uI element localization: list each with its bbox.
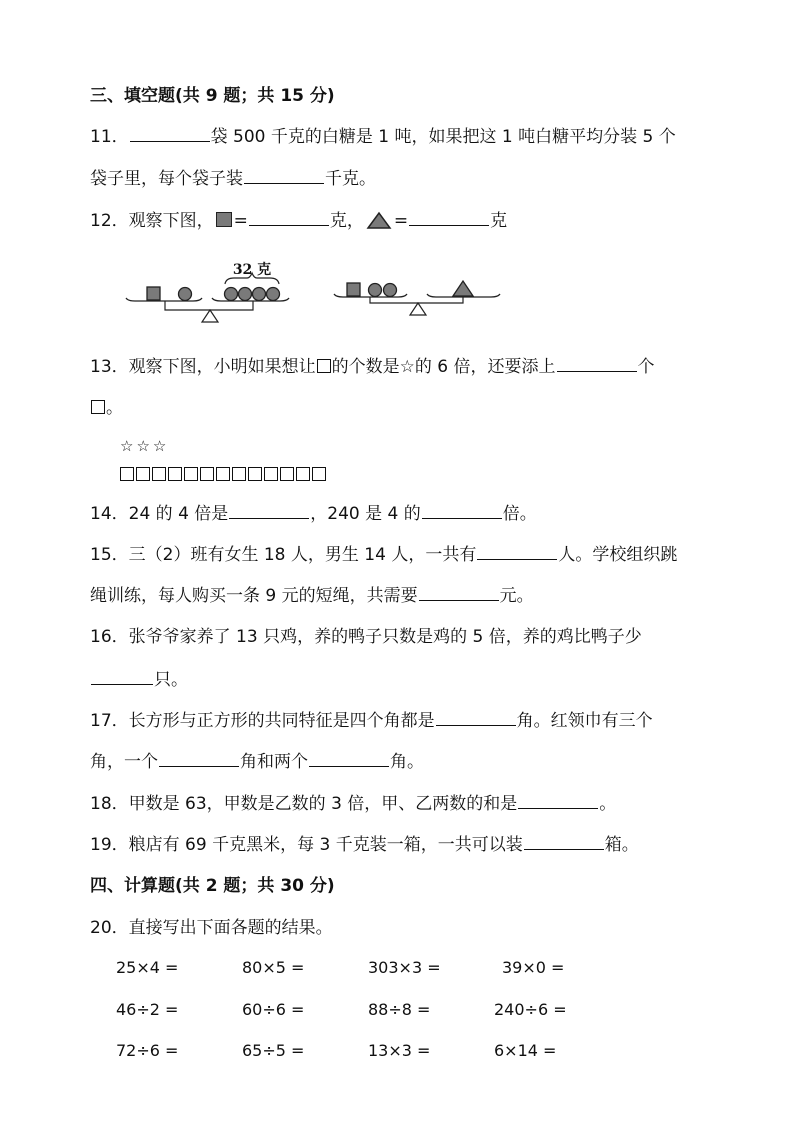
square-outline-icon xyxy=(312,467,326,481)
q17-text-2: 角。红领巾有三个 xyxy=(516,711,653,731)
q14-text-2: ，240 是 4 的 xyxy=(310,504,421,524)
ball-weight-icon xyxy=(179,288,192,301)
q18-text-2: 。 xyxy=(599,794,617,814)
q11-text-1: 袋 500 千克的白糖是 1 吨，如果把这 1 吨白糖平均分装 5 个 xyxy=(210,127,676,147)
q16-text-2: 只。 xyxy=(154,670,188,690)
ball-weight-icon xyxy=(384,284,397,297)
q13-text-4: 。 xyxy=(106,398,123,418)
calc-item: 88÷8 = xyxy=(368,1000,431,1019)
ball-weight-icon xyxy=(239,288,252,301)
square-outline-icon xyxy=(200,467,214,481)
q11-number: 11． xyxy=(90,127,129,147)
q16-text-1: 16．张爷爷家养了 13 只鸡，养的鸭子只数是鸡的 5 倍，养的鸡比鸭子少 xyxy=(90,627,642,647)
q12-text-3: 克 xyxy=(490,211,508,231)
q13-text-1: 13．观察下图，小明如果想让 xyxy=(90,357,316,377)
q15-text-3: 绳训练，每人购买一条 9 元的短绳，共需要 xyxy=(90,586,418,606)
q14-text-1: 14．24 的 4 倍是 xyxy=(90,504,229,524)
square-outline-icon xyxy=(91,400,105,414)
question-16-line-2 xyxy=(90,668,710,691)
q14-blank-1[interactable] xyxy=(229,502,309,519)
square-outline-icon xyxy=(317,359,331,373)
calc-item: 39×0 = xyxy=(502,958,565,977)
question-15-line-2 xyxy=(90,584,710,607)
calc-item: 13×3 = xyxy=(368,1041,431,1060)
calc-item: 72÷6 = xyxy=(116,1041,179,1060)
q15-text-4: 元。 xyxy=(499,586,534,606)
calc-item: 240÷6 = xyxy=(494,1000,567,1019)
q14-text-3: 倍。 xyxy=(502,504,537,524)
question-16-line-1 xyxy=(90,626,710,648)
q17-text-3: 角，一个 xyxy=(90,752,158,772)
q13-stars: ☆☆☆ xyxy=(120,437,170,455)
square-outline-icon xyxy=(280,467,294,481)
q12-text-2: 克， xyxy=(329,211,364,231)
q12-equals-1: = xyxy=(233,211,248,231)
q13-text-2: 的个数是☆的 6 倍，还要添上 xyxy=(331,357,556,377)
ball-weight-icon xyxy=(267,288,280,301)
q18-blank[interactable] xyxy=(518,792,598,809)
question-18-line xyxy=(90,792,710,815)
square-outline-icon xyxy=(232,467,246,481)
question-15-line-1 xyxy=(90,543,710,566)
q13-blank[interactable] xyxy=(557,355,637,372)
q17-text-1: 17．长方形与正方形的共同特征是四个角都是 xyxy=(90,711,435,731)
calc-item: 303×3 = xyxy=(368,958,441,977)
square-outline-icon xyxy=(264,467,278,481)
question-17-line-1 xyxy=(90,709,710,732)
q16-blank[interactable] xyxy=(91,668,153,685)
calc-item: 25×4 = xyxy=(116,958,179,977)
q12-figure-label: 32 克 xyxy=(232,262,272,278)
calc-item: 46÷2 = xyxy=(116,1000,179,1019)
question-20-title: 20．直接写出下面各题的结果。 xyxy=(90,918,333,938)
q11-text-2: 袋子里，每个袋子装 xyxy=(90,169,243,189)
q15-blank-1[interactable] xyxy=(477,543,557,560)
q19-blank[interactable] xyxy=(524,833,604,850)
square-outline-icon xyxy=(184,467,198,481)
square-outline-icon xyxy=(136,467,150,481)
triangle-weight-icon xyxy=(453,281,473,296)
q17-blank-1[interactable] xyxy=(436,709,516,726)
q17-blank-2[interactable] xyxy=(159,750,239,767)
q17-text-5: 角。 xyxy=(390,752,424,772)
question-17-line-2 xyxy=(90,750,710,773)
square-outline-icon xyxy=(296,467,310,481)
q12-text-1: 12．观察下图， xyxy=(90,211,214,231)
q15-blank-2[interactable] xyxy=(419,584,499,601)
q17-text-4: 角和两个 xyxy=(240,752,308,772)
square-outline-icon xyxy=(216,467,230,481)
calc-item: 60÷6 = xyxy=(242,1000,305,1019)
q18-text-1: 18．甲数是 63，甲数是乙数的 3 倍，甲、乙两数的和是 xyxy=(90,794,518,814)
q19-text-2: 箱。 xyxy=(604,835,639,855)
q11-text-3: 千克。 xyxy=(325,169,376,189)
calc-item: 65÷5 = xyxy=(242,1041,305,1060)
square-weight-icon xyxy=(347,283,360,296)
balance-scale-1 xyxy=(126,261,289,322)
q13-boxes-row xyxy=(120,466,328,485)
q15-text-2: 人。学校组织跳 xyxy=(558,545,678,565)
question-19-line xyxy=(90,833,710,856)
calc-item: 80×5 = xyxy=(242,958,305,977)
square-outline-icon xyxy=(168,467,182,481)
q15-text-1: 15．三（2）班有女生 18 人，男生 14 人，一共有 xyxy=(90,545,477,565)
question-13-line-1 xyxy=(90,355,710,378)
question-13-line-2 xyxy=(90,397,710,419)
q17-blank-3[interactable] xyxy=(309,750,389,767)
balance-scale-2 xyxy=(334,281,500,315)
calc-item: 6×14 = xyxy=(494,1041,557,1060)
q13-text-3: 个 xyxy=(637,357,655,377)
square-outline-icon xyxy=(120,467,134,481)
q12-equals-2: = xyxy=(393,211,409,231)
q19-text-1: 19．粮店有 69 千克黑米，每 3 千克装一箱，一共可以装 xyxy=(90,835,523,855)
ball-weight-icon xyxy=(225,288,238,301)
square-outline-icon xyxy=(152,467,166,481)
square-weight-icon xyxy=(147,287,160,300)
section-3-title: 三、填空题(共 9 题；共 15 分) xyxy=(90,86,335,106)
q14-blank-2[interactable] xyxy=(422,502,502,519)
question-14-line xyxy=(90,502,710,525)
square-outline-icon xyxy=(248,467,262,481)
section-4-title: 四、计算题(共 2 题；共 30 分) xyxy=(90,876,335,896)
ball-weight-icon xyxy=(253,288,266,301)
ball-weight-icon xyxy=(369,284,382,297)
